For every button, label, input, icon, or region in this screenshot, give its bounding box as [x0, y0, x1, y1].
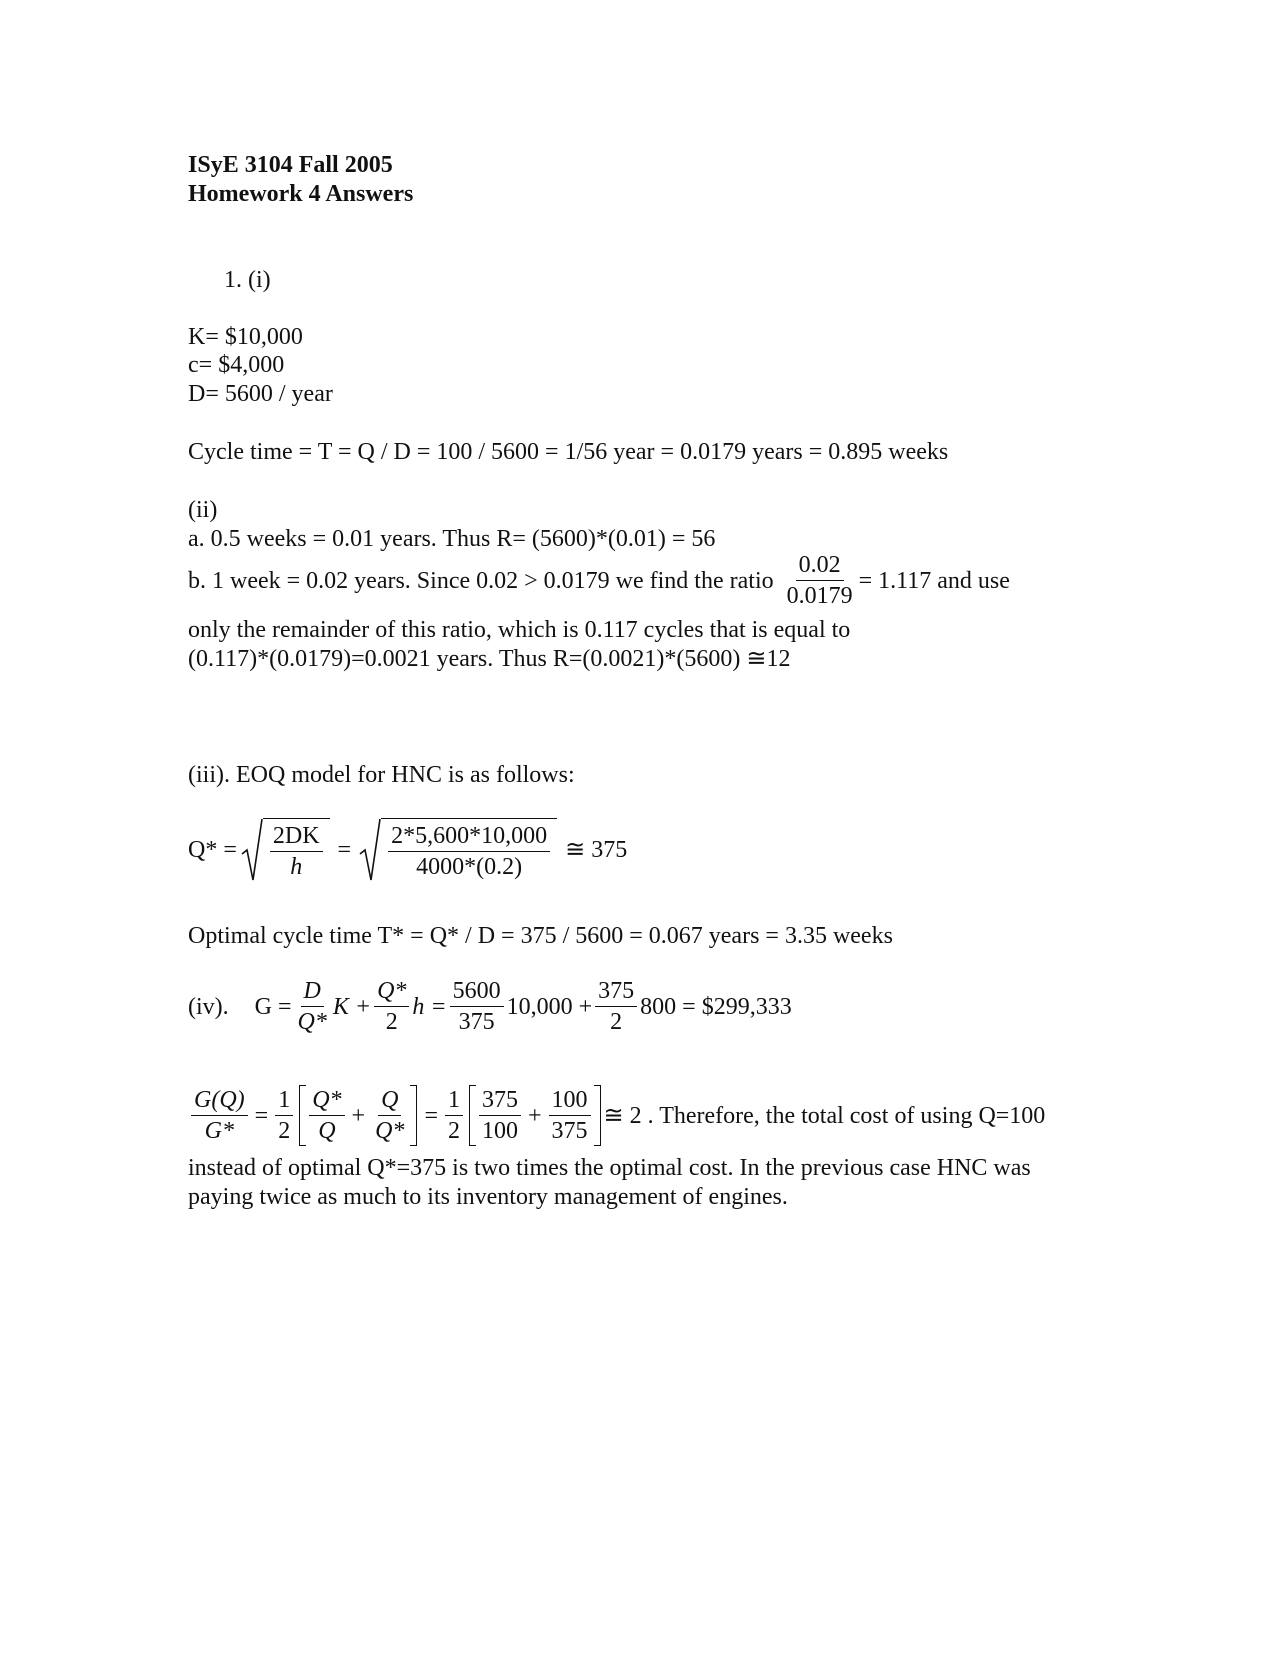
num1-numerator: 5600: [450, 976, 504, 1007]
half-num-2: 1: [445, 1085, 463, 1116]
part-ii-b-line: [188, 550, 1010, 611]
ratio-denominator: 0.0179: [786, 583, 853, 609]
eoq-f1-numerator: 2DK: [270, 821, 323, 852]
ratio-conclusion: ≅ 2 . Therefore, the total cost of using Q=100: [603, 1102, 1046, 1129]
term2-variable: h =: [412, 993, 447, 1020]
sym-b-den: Q*: [375, 1118, 405, 1144]
part-ii-b-line2: only the remainder of this ratio, which is 0.117 cycles that is equal to: [188, 617, 851, 643]
num1-denominator: 375: [458, 1009, 495, 1035]
eoq-f1-denominator: h: [290, 854, 303, 880]
term2-denominator: 2: [385, 1009, 398, 1035]
eoq-lhs: Q* =: [188, 837, 237, 863]
eoq-equals: =: [337, 837, 352, 863]
eoq-equation: [188, 818, 631, 882]
radical-sign-icon: [241, 818, 263, 882]
part-iii-label: (iii). EOQ model for HNC is as follows:: [188, 762, 575, 788]
num2-value: 800 = $299,333: [640, 993, 792, 1020]
half-den-2: 2: [447, 1118, 460, 1144]
part-ii-a: a. 0.5 weeks = 0.01 years. Thus R= (5600)*(0.01) = 56: [188, 526, 716, 552]
question-1-label: 1. (i): [224, 267, 271, 293]
radical-sign-icon: [359, 818, 381, 882]
half-num-1: 1: [275, 1085, 293, 1116]
conclusion-line3: paying twice as much to its inventory management of engines.: [188, 1184, 788, 1210]
cost-ratio-equation: [188, 1085, 1045, 1146]
ratio-numerator: 0.02: [796, 550, 844, 581]
part-ii-b-result: = 1.117 and use: [858, 567, 1010, 594]
sym-b-num: Q: [378, 1085, 401, 1116]
optimal-cycle-time: Optimal cycle time T* = Q* / D = 375 / 5600 = 0.067 years = 3.35 weeks: [188, 923, 893, 949]
g-lhs: G =: [254, 993, 292, 1020]
sym-a-den: Q: [318, 1118, 336, 1144]
term1-variable: K +: [332, 993, 372, 1020]
part-ii-label: (ii): [188, 497, 218, 523]
given-d: D= 5600 / year: [188, 381, 333, 407]
ratio-gstar: G*: [204, 1118, 234, 1144]
eoq-result: ≅ 375: [565, 837, 628, 863]
sqrt-2dk-over-h: [241, 818, 330, 882]
num-d-num: 100: [549, 1085, 591, 1116]
given-k: K= $10,000: [188, 324, 303, 350]
term1-denominator: Q*: [297, 1009, 327, 1035]
num-plus: +: [527, 1102, 542, 1129]
total-cost-equation: [188, 976, 792, 1037]
bracket-symbolic: [299, 1085, 417, 1146]
part-ii-b-text: b. 1 week = 0.02 years. Since 0.02 > 0.0179 we find the ratio: [188, 567, 774, 594]
cycle-time-line: Cycle time = T = Q / D = 100 / 5600 = 1/56 year = 0.0179 years = 0.895 weeks: [188, 439, 949, 465]
given-c: c= $4,000: [188, 352, 285, 378]
term2-numerator: Q*: [374, 976, 409, 1007]
conclusion-line2: instead of optimal Q*=375 is two times the optimal cost. In the previous case HNC was: [188, 1155, 1031, 1181]
num2-denominator: 2: [610, 1009, 623, 1035]
num-c-den: 100: [481, 1118, 518, 1144]
course-heading: ISyE 3104 Fall 2005: [188, 152, 393, 178]
eoq-f2-denominator: 4000*(0.2): [416, 854, 523, 880]
ratio-equals-2: =: [424, 1102, 438, 1129]
page-title: Homework 4 Answers: [188, 181, 414, 207]
sym-a-num: Q*: [309, 1085, 344, 1116]
half-den-1: 2: [278, 1118, 291, 1144]
ratio-gq: G(Q): [191, 1085, 248, 1116]
num-d-den: 375: [551, 1118, 588, 1144]
eoq-f2-numerator: 2*5,600*10,000: [388, 821, 550, 852]
sym-plus: +: [351, 1102, 366, 1129]
part-ii-b-line3: (0.117)*(0.0179)=0.0021 years. Thus R=(0.0021)*(5600) ≅12: [188, 646, 791, 672]
ratio-fraction: [784, 550, 856, 611]
num2-numerator: 375: [595, 976, 637, 1007]
num1-value: 10,000 +: [506, 993, 593, 1020]
num-c-num: 375: [479, 1085, 521, 1116]
sqrt-numeric: [359, 818, 557, 882]
term1-numerator: D: [301, 976, 324, 1007]
ratio-equals-1: =: [254, 1102, 269, 1129]
bracket-numeric: [469, 1085, 601, 1146]
part-iv-label: (iv).: [188, 993, 229, 1020]
